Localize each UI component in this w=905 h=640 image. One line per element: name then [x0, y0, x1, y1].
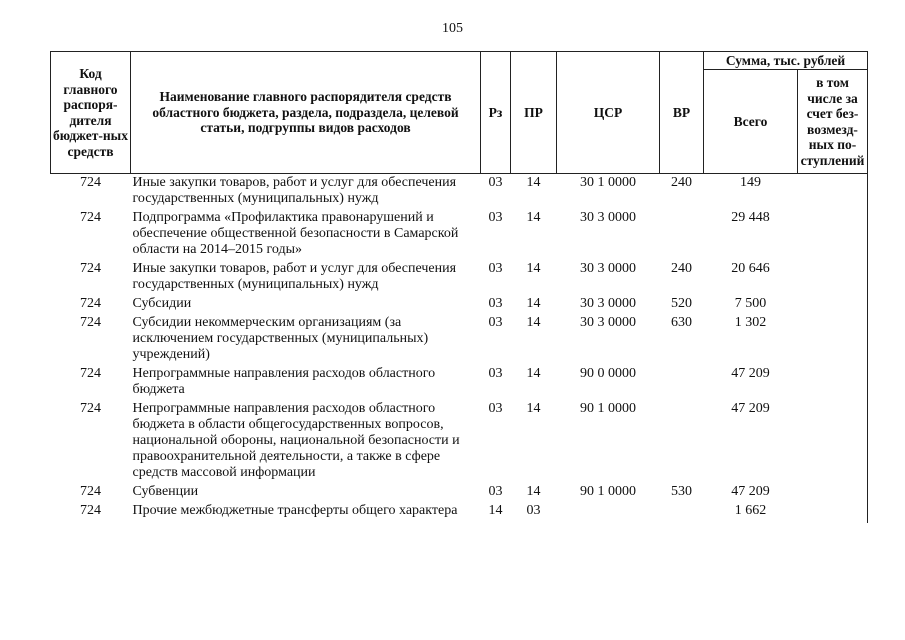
name-cell: Субсидии некоммерческим организациям (за исключением государственных (муниципальных) учреждений)	[132, 315, 429, 362]
csr-cell: 90 0 0000	[580, 366, 636, 381]
table-body	[51, 174, 868, 524]
table-row	[51, 260, 868, 295]
csr-cell: 30 3 0000	[580, 261, 636, 276]
code-cell: 724	[80, 175, 101, 190]
header-vr: ВР	[660, 52, 704, 174]
vr-cell: 630	[671, 315, 692, 330]
table-row	[51, 174, 868, 210]
code-cell: 724	[80, 210, 101, 225]
code-cell: 724	[80, 401, 101, 416]
rz-cell: 03	[488, 315, 503, 330]
code-cell: 724	[80, 296, 101, 311]
header-free: в том числе за счет без-возмезд-ных по-ступлений	[798, 70, 868, 174]
code-cell: 724	[80, 261, 101, 276]
header-name: Наименование главного распорядителя средств областного бюджета, раздела, подраздела, целевой статьи, подгруппы видов расходов	[131, 52, 481, 174]
csr-cell: 30 3 0000	[580, 296, 636, 311]
pr-cell: 03	[526, 503, 541, 518]
vr-cell: 240	[671, 175, 692, 190]
total-cell: 1 662	[734, 503, 767, 518]
header-pr: ПР	[511, 52, 557, 174]
total-cell: 7 500	[734, 296, 767, 311]
pr-cell: 14	[526, 261, 541, 276]
name-cell: Подпрограмма «Профилактика правонарушений и обеспечение общественной безопасности в Самарской области на 2014–2015 годы»	[132, 210, 459, 257]
vr-cell	[660, 209, 704, 260]
free-cell	[798, 502, 868, 523]
pr-cell: 14	[526, 210, 541, 225]
total-cell: 47 209	[731, 401, 770, 416]
vr-cell: 530	[671, 484, 692, 499]
total-cell: 47 209	[731, 484, 770, 499]
free-cell	[798, 483, 868, 502]
budget-table	[50, 51, 868, 523]
code-cell: 724	[80, 315, 101, 330]
free-cell	[798, 260, 868, 295]
header-sum: Сумма, тыс. рублей	[704, 52, 868, 70]
rz-cell: 03	[488, 401, 503, 416]
vr-cell	[660, 502, 704, 523]
name-cell: Непрограммные направления расходов областного бюджета в области общегосударственных вопросов, национальной обороны, национальной безопасности и правоохранительной деятельности, а также в сфере средств массовой информации	[132, 401, 460, 480]
name-cell: Прочие межбюджетные трансферты общего характера	[132, 503, 458, 518]
rz-cell: 14	[488, 503, 503, 518]
free-cell	[798, 209, 868, 260]
rz-cell: 03	[488, 484, 503, 499]
table-row	[51, 314, 868, 365]
header-total: Всего	[704, 70, 798, 174]
table-row	[51, 365, 868, 400]
free-cell	[798, 314, 868, 365]
vr-cell: 520	[671, 296, 692, 311]
table-row	[51, 483, 868, 502]
header-code: Код главного распоря-дителя бюджет-ных средств	[51, 52, 131, 174]
free-cell	[798, 365, 868, 400]
vr-cell	[660, 365, 704, 400]
table-row	[51, 400, 868, 483]
name-cell: Иные закупки товаров, работ и услуг для обеспечения государственных (муниципальных) нужд	[132, 261, 457, 292]
rz-cell: 03	[488, 296, 503, 311]
free-cell	[798, 400, 868, 483]
rz-cell: 03	[488, 261, 503, 276]
csr-cell: 30 1 0000	[580, 175, 636, 190]
pr-cell: 14	[526, 401, 541, 416]
header-rz: Рз	[481, 52, 511, 174]
table-row	[51, 502, 868, 523]
pr-cell: 14	[526, 296, 541, 311]
total-cell: 149	[740, 175, 761, 190]
total-cell: 20 646	[731, 261, 770, 276]
code-cell: 724	[80, 503, 101, 518]
pr-cell: 14	[526, 175, 541, 190]
total-cell: 1 302	[734, 315, 767, 330]
table-header	[51, 52, 868, 174]
table-row	[51, 295, 868, 314]
csr-cell: 30 3 0000	[580, 210, 636, 225]
rz-cell: 03	[488, 175, 503, 190]
code-cell: 724	[80, 484, 101, 499]
pr-cell: 14	[526, 366, 541, 381]
table-row	[51, 209, 868, 260]
rz-cell: 03	[488, 210, 503, 225]
name-cell: Субвенции	[132, 484, 199, 499]
vr-cell: 240	[671, 261, 692, 276]
code-cell: 724	[80, 366, 101, 381]
free-cell	[798, 295, 868, 314]
name-cell: Непрограммные направления расходов областного бюджета	[132, 366, 436, 397]
csr-cell: 90 1 0000	[580, 401, 636, 416]
name-cell: Иные закупки товаров, работ и услуг для обеспечения государственных (муниципальных) нужд	[132, 175, 457, 206]
csr-cell: 30 3 0000	[580, 315, 636, 330]
total-cell: 29 448	[731, 210, 770, 225]
csr-cell	[557, 502, 660, 523]
pr-cell: 14	[526, 484, 541, 499]
total-cell: 47 209	[731, 366, 770, 381]
csr-cell: 90 1 0000	[580, 484, 636, 499]
free-cell	[798, 174, 868, 210]
pr-cell: 14	[526, 315, 541, 330]
header-csr: ЦСР	[557, 52, 660, 174]
page-number: 105	[442, 21, 463, 36]
name-cell: Субсидии	[132, 296, 192, 311]
vr-cell	[660, 400, 704, 483]
rz-cell: 03	[488, 366, 503, 381]
